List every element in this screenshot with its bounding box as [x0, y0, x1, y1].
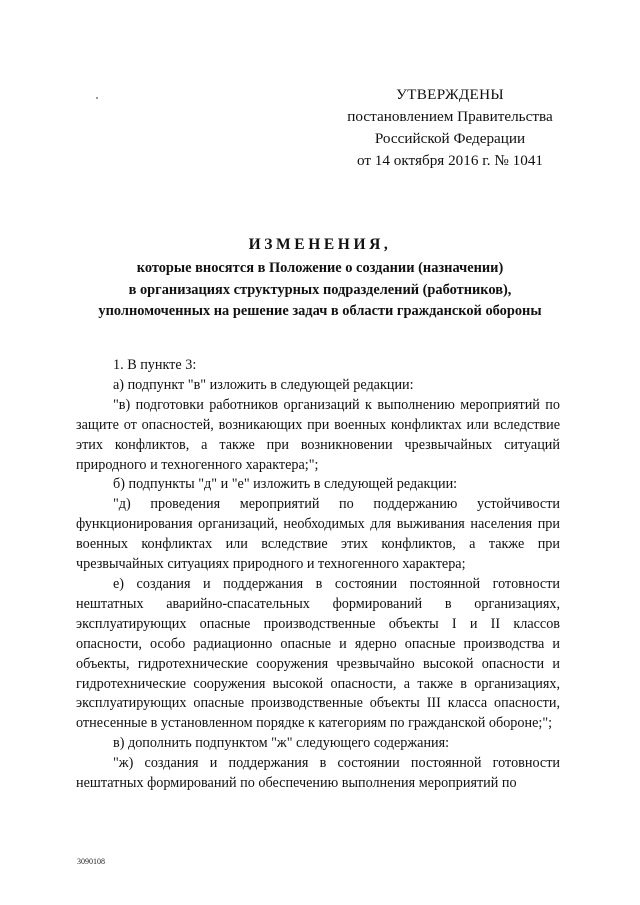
document-title: ИЗМЕНЕНИЯ,: [248, 236, 392, 253]
approval-line-3: от 14 октября 2016 г. № 1041: [356, 152, 544, 169]
paragraph-2: а) подпункт "в" изложить в следующей редакции:: [113, 376, 414, 393]
approval-line-2: Российской Федерации: [374, 130, 526, 147]
subtitle-line-2: в организациях структурных подразделений (работников),: [128, 281, 512, 298]
document-subtitle: [40, 258, 600, 323]
approval-title: УТВЕРЖДЕНЫ: [396, 86, 504, 103]
paragraph-6: е) создания и поддержания в состоянии постоянной готовности нештатных аварийно-спасательных формирований в организациях, эксплуатирующих опасные производственные объекты I и II классов опасности, особо радиационно опасные и ядерно опасные производства и объекты, гидротехнические сооружения чрезвычайно высокой опасности и гидротехнические сооружения высокой опасности, а также в организациях, эксплуатирующих опасные производственные объекты III класса опасности, отнесенные в установленном порядке к категориям по гражданской обороне;";: [76, 575, 560, 732]
approval-line-1: постановлением Правительства: [347, 108, 553, 125]
scan-speck: [96, 97, 98, 99]
paragraph-8: "ж) создания и поддержания в состоянии постоянной готовности нештатных формирований по обеспечению выполнения мероприятий по: [76, 755, 560, 792]
approval-block: [340, 84, 560, 172]
document-code: 3090108: [77, 857, 105, 866]
paragraph-3: "в) подготовки работников организаций к выполнению мероприятий по защите от опасностей, возникающих при военных конфликтах или вследствие этих конфликтов, а также при возникновении чрезвычайных ситуаций природного и техногенного характера;";: [76, 396, 560, 473]
paragraph-4: б) подпункты "д" и "е" изложить в следующей редакции:: [113, 476, 458, 493]
paragraph-7: в) дополнить подпунктом "ж" следующего содержания:: [113, 735, 450, 752]
subtitle-line-3: уполномоченных на решение задач в области гражданской обороны: [98, 303, 542, 319]
subtitle-line-1: которые вносятся в Положение о создании (назначении): [136, 260, 504, 276]
document-body: [76, 356, 560, 794]
paragraph-1: 1. В пункте 3:: [113, 357, 197, 373]
paragraph-5: "д) проведения мероприятий по поддержанию устойчивости функционирования организаций, необходимых для выживания населения при военных конфликтах или вследствие этих конфликтов, а также при чрезвычайных ситуациях природного и техногенного характера;: [76, 496, 560, 573]
